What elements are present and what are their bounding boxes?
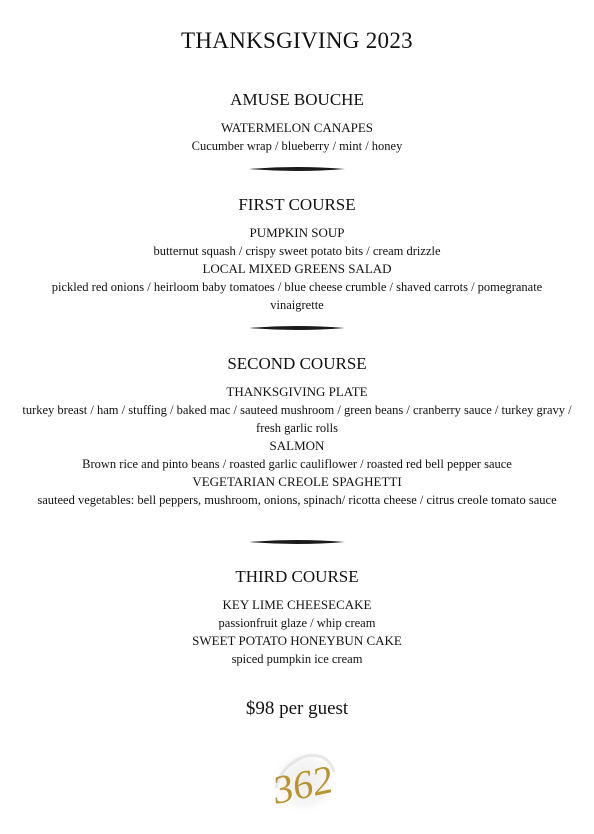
dish-name: SWEET POTATO HONEYBUN CAKE: [192, 633, 402, 648]
section-divider: [249, 166, 345, 172]
dish-description: passionfruit glaze / whip cream: [218, 616, 376, 630]
dish-name: KEY LIME CHEESECAKE: [222, 597, 372, 612]
section-second-course: [0, 353, 594, 509]
dish-name: PUMPKIN SOUP: [249, 225, 345, 240]
dish-description: sauteed vegetables: bell peppers, mushroom, onions, spinach/ ricotta cheese / citrus creole tomato sauce: [37, 493, 557, 507]
menu-title: THANKSGIVING 2023: [181, 28, 413, 53]
dish-description: Cucumber wrap / blueberry / mint / honey: [191, 139, 403, 153]
section-heading: FIRST COURSE: [238, 195, 356, 214]
section-amuse-bouche: [0, 89, 594, 155]
section-third-course: [0, 566, 594, 668]
dish-name: WATERMELON CANAPES: [220, 120, 374, 135]
dish-description: pickled red onions / heirloom baby tomatoes / blue cheese crumble / shaved carrots / pomegranate vinaigrette: [51, 280, 543, 312]
dish-name: SALMON: [269, 438, 325, 453]
dish-description: butternut squash / crispy sweet potato bits / cream drizzle: [153, 244, 441, 258]
section-heading: THIRD COURSE: [235, 567, 359, 586]
price-per-guest: $98 per guest: [245, 698, 349, 719]
dish-description: turkey breast / ham / stuffing / baked mac / sauteed mushroom / green beans / cranberry sauce / turkey gravy / fresh garlic rolls: [22, 403, 572, 435]
dish-description: spiced pumpkin ice cream: [231, 652, 363, 666]
svg-text:362: 362: [268, 756, 337, 813]
section-heading: AMUSE BOUCHE: [230, 90, 364, 109]
dish-description: Brown rice and pinto beans / roasted garlic cauliflower / roasted red bell pepper sauce: [82, 457, 512, 471]
section-divider: [249, 325, 345, 331]
dish-name: THANKSGIVING PLATE: [226, 384, 368, 399]
section-heading: SECOND COURSE: [227, 354, 367, 373]
section-first-course: [0, 194, 594, 314]
dish-name: VEGETARIAN CREOLE SPAGHETTI: [192, 474, 402, 489]
restaurant-logo: [262, 742, 344, 822]
section-divider: [249, 539, 345, 545]
dish-name: LOCAL MIXED GREENS SALAD: [202, 261, 392, 276]
